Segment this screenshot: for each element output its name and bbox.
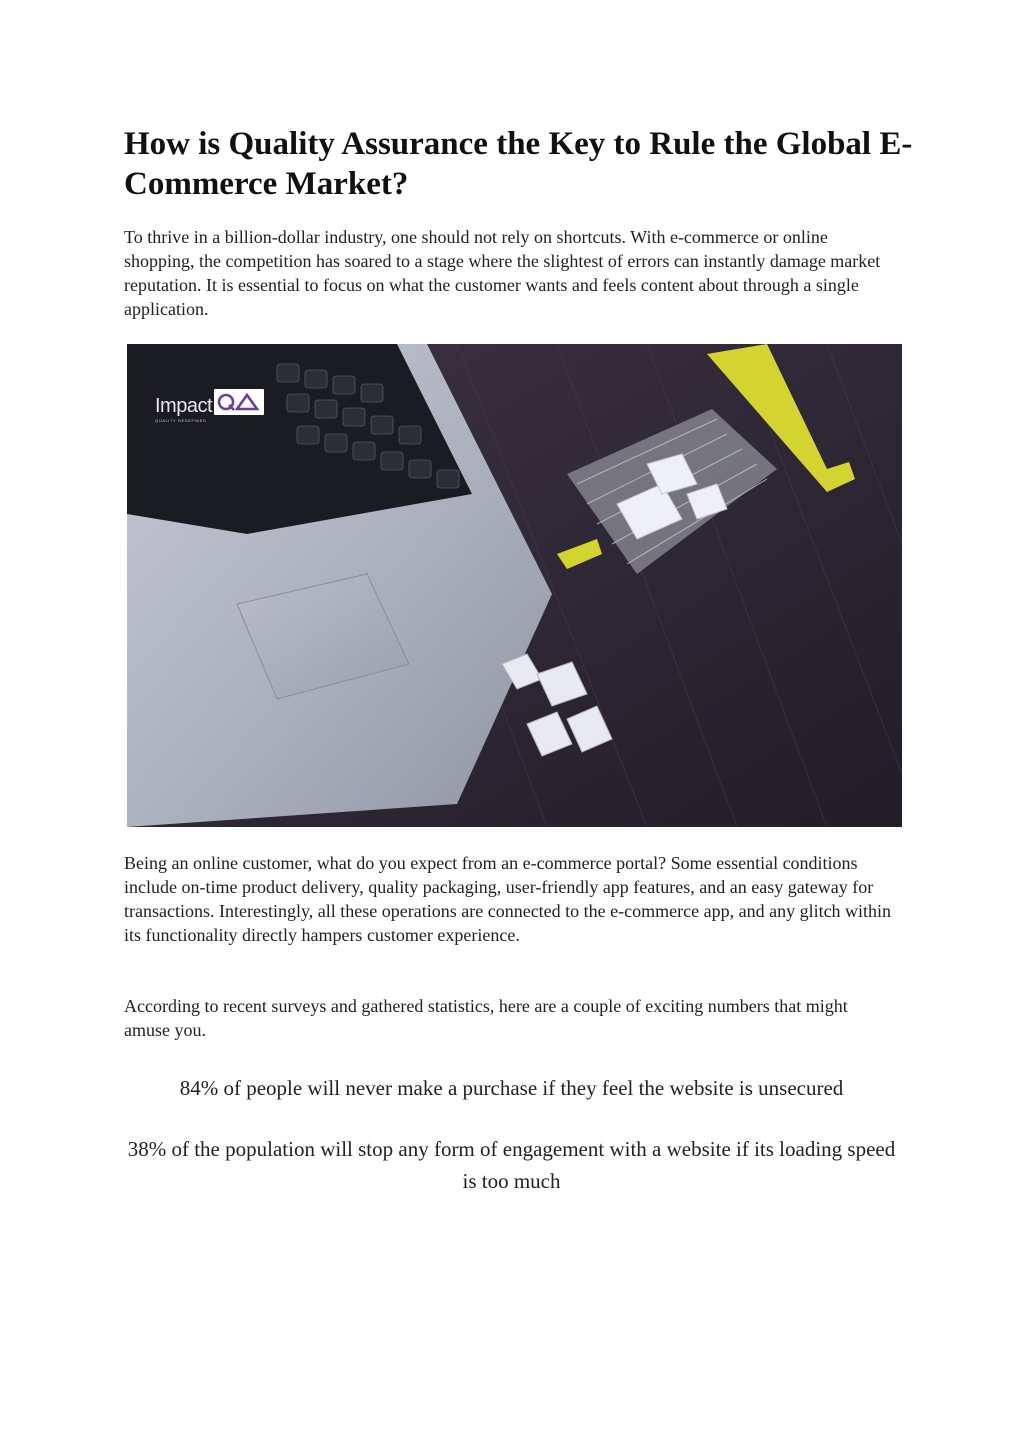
- logo-word: Impact: [155, 395, 213, 417]
- qa-logo-mark-icon: [214, 389, 264, 415]
- body-paragraph-2: Being an online customer, what do you expect from an e-commerce portal? Some essential conditions include on-time product delivery, quality packaging, user-friendly app features, and an easy gateway for transactions. Interestingly, all these operations are connected to the e-commerce app, and any glitch within its functionality directly hampers customer experience.: [124, 853, 892, 945]
- intro-paragraph: To thrive in a billion-dollar industry, one should not rely on shortcuts. With e-commerce or online shopping, the competition has soared to a stage where the slightest of errors can instantly damage market reputation. It is essential to focus on what the customer wants and feels content about through a single application.: [124, 227, 881, 319]
- statistic-1: 84% of people will never make a purchase if they feel the website is unsecured: [179, 1076, 844, 1100]
- hero-image: [127, 344, 902, 827]
- statistic-2: 38% of the population will stop any form of engagement with a website if its loading speed is too much: [127, 1137, 896, 1193]
- body-paragraph-3: According to recent surveys and gathered statistics, here are a couple of exciting numbers that might amuse you.: [124, 996, 848, 1040]
- article-title: How is Quality Assurance the Key to Rule the Global E-Commerce Market?: [124, 126, 913, 202]
- logo-tagline: QUALITY REDEFINED: [155, 418, 207, 423]
- impactqa-logo: [155, 389, 264, 421]
